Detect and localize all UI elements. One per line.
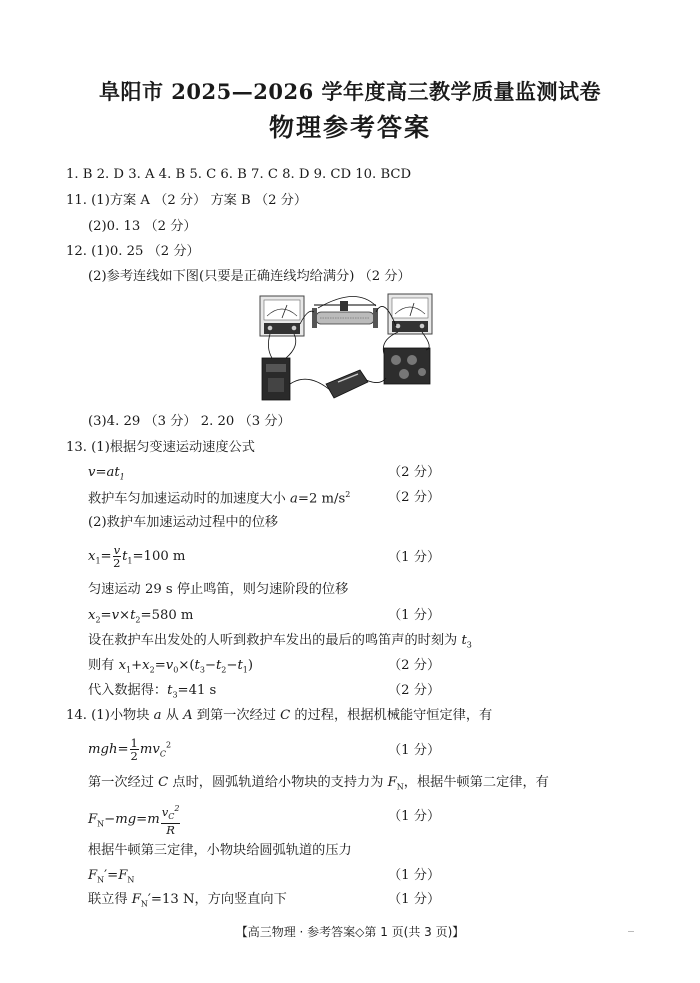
q13-score-4: （1 分） bbox=[388, 608, 441, 623]
q14-score-1: （1 分） bbox=[388, 743, 441, 758]
q13-uniform: 匀速运动 29 s 停止鸣笛，则匀速阶段的位移 bbox=[88, 582, 349, 597]
q13-intro: 13. (1)根据匀变速运动速度公式 bbox=[66, 440, 255, 455]
ammeter-left bbox=[260, 296, 304, 336]
q12-part3: (3)4. 29 （3 分） 2. 20 （3 分） bbox=[88, 414, 291, 429]
q11-part1: 11. (1)方案 A （2 分） 方案 B （2 分） bbox=[66, 193, 308, 208]
q13-score-1: （2 分） bbox=[388, 465, 441, 480]
circuit-diagram-figure bbox=[256, 290, 438, 408]
voltmeter-right bbox=[388, 294, 432, 334]
q13-equation: 则有 $x_1+x_2=v_0\times(t_3-t_2-t_1)$ bbox=[88, 658, 254, 675]
q13-score-5: （2 分） bbox=[388, 658, 441, 673]
battery-box bbox=[262, 358, 290, 400]
q13-formula-velocity: $v=at_1$ bbox=[88, 465, 125, 482]
resistance-box bbox=[384, 348, 430, 384]
switch bbox=[326, 370, 368, 398]
q14-formula-newton2: $F_N-mg=m$ $\frac{v_C^2}{R}$ bbox=[88, 804, 180, 838]
q14-score-3: （1 分） bbox=[388, 868, 441, 883]
q11-part2: (2)0. 13 （2 分） bbox=[88, 219, 197, 234]
rheostat bbox=[312, 301, 378, 328]
q12-part2: (2)参考连线如下图(只要是正确连线均给满分) （2 分） bbox=[88, 269, 411, 284]
q13-part2: (2)救护车加速运动过程中的位移 bbox=[88, 515, 279, 530]
q13-score-3: （1 分） bbox=[388, 550, 441, 565]
q13-formula-x2: $x_2=v\times t_2=580$ m bbox=[88, 608, 194, 625]
document-title: 阜阳市 2025—2026 学年度高三教学质量监测试卷 bbox=[98, 79, 601, 104]
q13-acceleration: 救护车匀加速运动时的加速度大小 a=2 $m/s^2$ bbox=[88, 490, 351, 507]
q14-result: 联立得 $F_N'=13$ N，方向竖直向下 bbox=[88, 892, 287, 909]
q14-formula-energy: mgh= $\frac{1}{2}$ $mv_C^2$ bbox=[88, 736, 172, 763]
page-footer: 【高三物理 · 参考答案◇第 1 页(共 3 页)】 bbox=[235, 925, 465, 939]
q14-formula-equal: $F_N'=F_N$ bbox=[88, 868, 135, 885]
q13-score-6: （2 分） bbox=[388, 683, 441, 698]
q14-score-4: （1 分） bbox=[388, 892, 441, 907]
q13-formula-x1: $x_1=$ $\frac{v}{2}$ $t_1=100$ m bbox=[88, 543, 186, 570]
choice-answers: 1. B 2. D 3. A 4. B 5. C 6. B 7. C 8. D 9. CD 10. BCD bbox=[66, 167, 412, 182]
q14-intro: 14. (1)小物块 a 从 A 到第一次经过 C 的过程，根据机械能守恒定律，有 bbox=[66, 708, 493, 723]
corner-mark bbox=[628, 931, 634, 932]
q13-result: 代入数据得：$t_3=41$ s bbox=[88, 683, 217, 700]
q12-part1: 12. (1)0. 25 （2 分） bbox=[66, 244, 200, 259]
q13-assume: 设在救护车出发处的人听到救护车发出的最后的鸣笛声的时刻为 $t_3$ bbox=[88, 633, 472, 650]
q13-score-2: （2 分） bbox=[388, 490, 441, 505]
q14-score-2: （1 分） bbox=[388, 809, 441, 824]
document-subtitle: 物理参考答案 bbox=[268, 113, 431, 142]
q14-support: 第一次经过 C 点时，圆弧轨道给小物块的支持力为 $F_N$，根据牛顿第二定律，有 bbox=[88, 775, 549, 792]
q14-newton3: 根据牛顿第三定律，小物块给圆弧轨道的压力 bbox=[88, 843, 352, 858]
